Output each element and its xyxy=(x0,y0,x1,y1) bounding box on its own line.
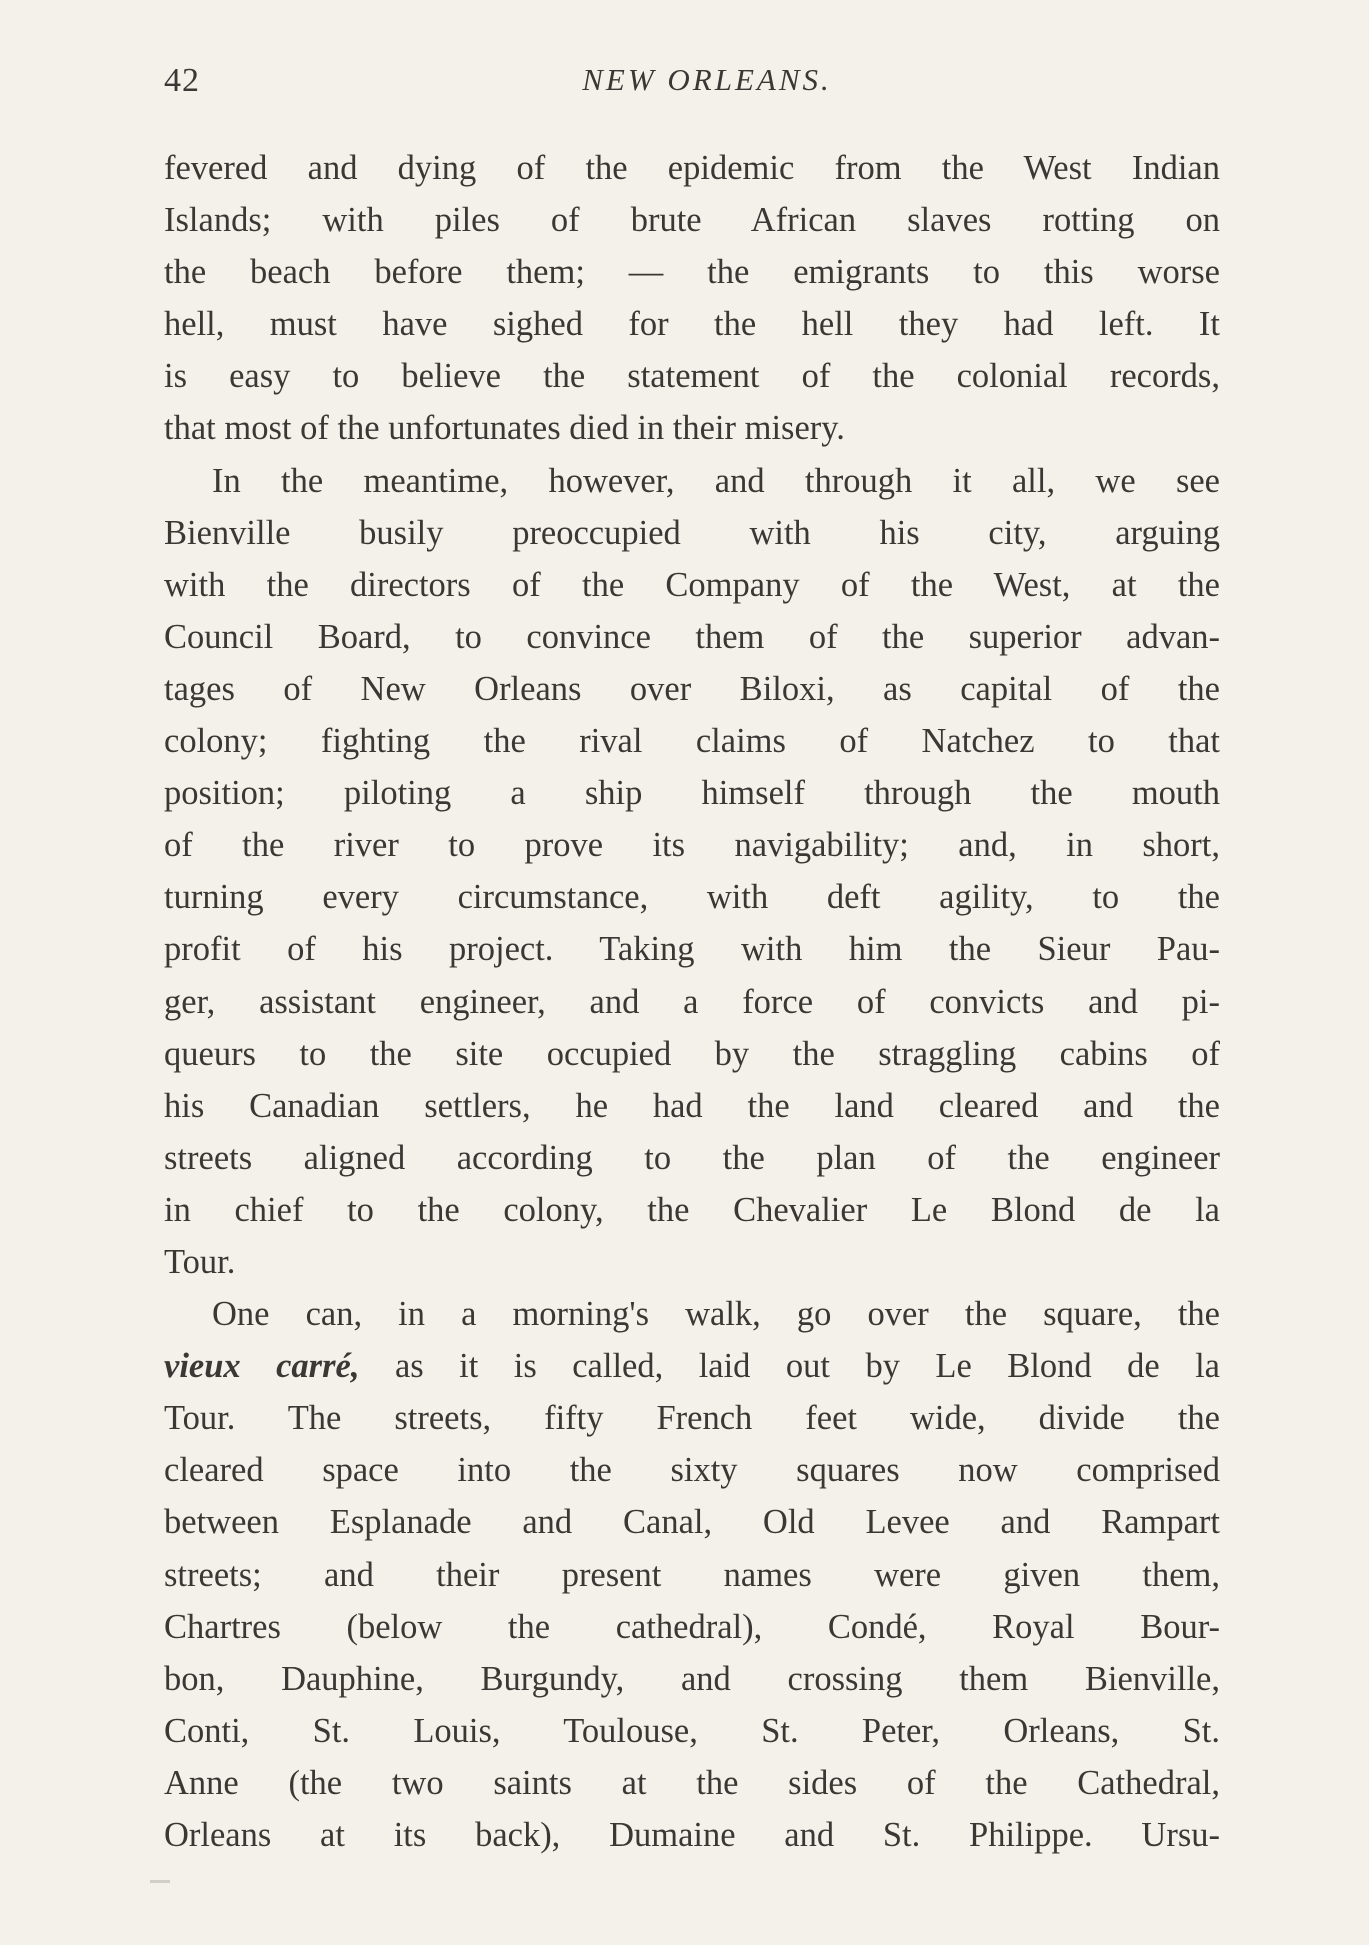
italic-phrase: vieux carré, xyxy=(164,1347,360,1386)
running-head xyxy=(164,52,1220,112)
text-line: bon, Dauphine, Burgundy, and crossing them Bienville, xyxy=(164,1659,1220,1698)
text-line: that most of the unfortunates died in their misery. xyxy=(164,409,845,448)
text-line: streets; and their present names were given them, xyxy=(164,1555,1220,1594)
body-text xyxy=(164,142,1220,1861)
text-line: Council Board, to convince them of the superior advan- xyxy=(164,617,1220,656)
text-line: Chartres (below the cathedral), Condé, Royal Bour- xyxy=(164,1607,1220,1646)
paper-speck xyxy=(150,1880,170,1883)
text-line: of the river to prove its navigability; and, in short, xyxy=(164,826,1220,865)
text-line: In the meantime, however, and through it all, we see xyxy=(212,461,1220,500)
text-line: streets aligned according to the plan of the engineer xyxy=(164,1138,1220,1177)
text-line: Conti, St. Louis, Toulouse, St. Peter, Orleans, St. xyxy=(164,1711,1220,1750)
text-line: colony; fighting the rival claims of Natchez to that xyxy=(164,722,1220,761)
text-line: fevered and dying of the epidemic from the West Indian xyxy=(164,149,1220,187)
text-line: Tour. xyxy=(164,1242,236,1281)
text-line: his Canadian settlers, he had the land cleared and the xyxy=(164,1086,1220,1125)
text-line: hell, must have sighed for the hell they had left. It xyxy=(164,305,1220,344)
page-number: 42 xyxy=(164,62,200,99)
text-line: Islands; with piles of brute African slaves rotting on xyxy=(164,201,1220,240)
text-line: the beach before them; — the emigrants to this worse xyxy=(164,253,1220,292)
running-title: NEW ORLEANS. xyxy=(582,62,832,97)
text-line: tages of New Orleans over Biloxi, as capital of the xyxy=(164,669,1220,708)
text-line: in chief to the colony, the Chevalier Le Blond de la xyxy=(164,1190,1220,1229)
text-line: is easy to believe the statement of the colonial records, xyxy=(164,357,1220,396)
text-line: Bienville busily preoccupied with his city, arguing xyxy=(164,513,1220,552)
paragraph xyxy=(164,1288,1220,1861)
text-line: Orleans at its back), Dumaine and St. Philippe. Ursu- xyxy=(164,1816,1220,1854)
text-line: between Esplanade and Canal, Old Levee and Rampart xyxy=(164,1503,1220,1542)
text-line: Tour. The streets, fifty French feet wide, divide the xyxy=(164,1399,1220,1438)
paragraph xyxy=(164,142,1220,455)
text-line: position; piloting a ship himself through the mouth xyxy=(164,774,1220,813)
text-line: with the directors of the Company of the West, at the xyxy=(164,565,1220,604)
text-line: Anne (the two saints at the sides of the Cathedral, xyxy=(164,1763,1220,1802)
text-line: queurs to the site occupied by the straggling cabins of xyxy=(164,1034,1220,1073)
text-line: One can, in a morning's walk, go over the square, the xyxy=(212,1295,1220,1334)
text-line: ger, assistant engineer, and a force of convicts and pi- xyxy=(164,982,1220,1021)
paragraph xyxy=(164,455,1220,1289)
line-rest: as it is called, laid out by Le Blond de la xyxy=(394,1347,1220,1386)
text-line-with-italic xyxy=(164,1340,1220,1392)
text-line: turning every circumstance, with deft agility, to the xyxy=(164,878,1220,917)
text-line: cleared space into the sixty squares now comprised xyxy=(164,1451,1220,1490)
book-page xyxy=(164,52,1220,1861)
text-line: profit of his project. Taking with him the Sieur Pau- xyxy=(164,930,1220,969)
